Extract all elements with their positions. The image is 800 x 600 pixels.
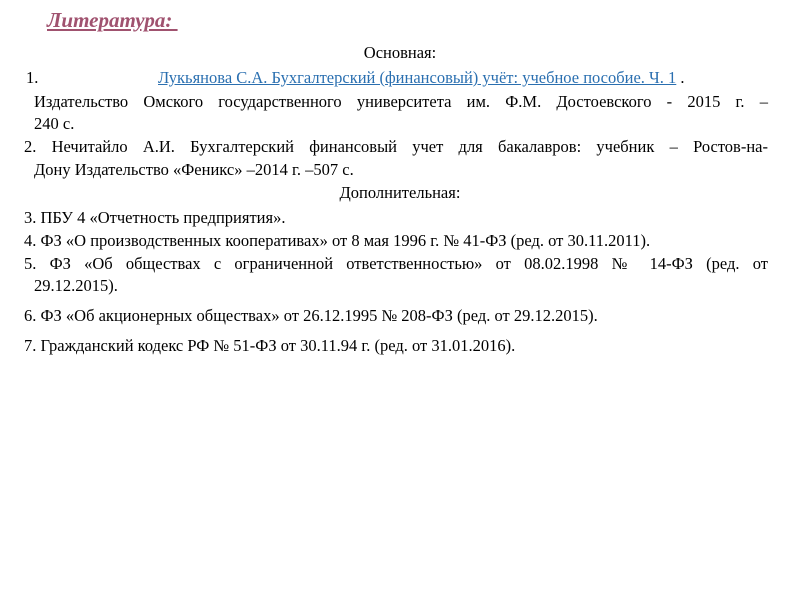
item-2-line-2: Дону Издательство «Феникс» –2014 г. –507 с. [34,160,354,179]
item-1-line-2: Издательство Омского государственного университета им. Ф.М. Достоевского - 2015 г. – [34,92,768,111]
item-5-line-2: 29.12.2015). [34,276,118,295]
item-2-line-1: 2. Нечитайло А.И. Бухгалтерский финансовый учет для бакалавров: учебник – Ростов-на- [24,137,768,156]
item-1-link-suffix: . [676,68,685,87]
item-3: 3. ПБУ 4 «Отчетность предприятия». [24,208,286,227]
item-1-first-line [158,67,685,89]
additional-literature-heading: Дополнительная: [339,183,461,202]
item-1-line-3: 240 с. [34,114,75,133]
item-4: 4. ФЗ «О производственных кооперативах» от 8 мая 1996 г. № 41-ФЗ (ред. от 30.11.2011). [24,231,651,250]
item-1-number: 1. [26,68,39,87]
item-6: 6. ФЗ «Об акционерных обществах» от 26.12.1995 № 208-ФЗ (ред. от 29.12.2015). [24,306,598,325]
item-5-line-1: 5. ФЗ «Об обществах с ограниченной ответственностью» от 08.02.1998 № 14-ФЗ (ред. от [24,254,768,273]
main-literature-heading: Основная: [363,43,437,62]
item-7: 7. Гражданский кодекс РФ № 51-ФЗ от 30.11.94 г. (ред. от 31.01.2016). [24,336,516,355]
slide-title: Литература: [47,8,178,32]
item-1-link[interactable]: Лукьянова С.А. Бухгалтерский (финансовый) учёт: учебное пособие. Ч. 1 [158,68,677,87]
